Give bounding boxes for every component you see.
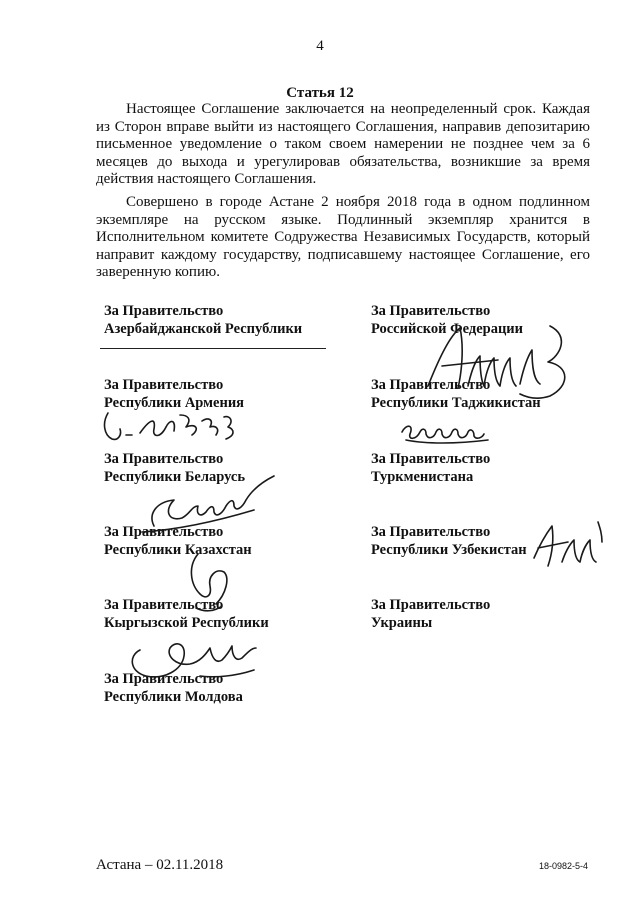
signatory-line2: Азербайджанской Республики [104, 320, 303, 337]
signatory-line2: Республики Молдова [104, 688, 243, 705]
closing-paragraph [96, 194, 590, 282]
signatory-line2: Республики Казахстан [104, 541, 252, 558]
signatory-line2: Кыргызской Республики [104, 614, 269, 631]
signature-kyrgyzstan [120, 620, 270, 690]
signatory-line2: Республики Беларусь [104, 468, 246, 485]
signatory-line2: Республики Армения [104, 394, 245, 411]
page-number: 4 [316, 38, 324, 54]
signatory-line2: Украины [371, 614, 433, 631]
signatory-line1: За Правительство [371, 377, 491, 393]
footer-doc-code: 18-0982-5-4 [539, 861, 589, 871]
signatory-line1: За Правительство [104, 303, 224, 319]
signatory-line1: За Правительство [371, 303, 491, 319]
article-paragraph [96, 101, 590, 189]
signatory-line1: За Правительство [371, 524, 491, 540]
signatory-line2: Республики Узбекистан [371, 541, 527, 558]
closing-text: Совершено в городе Астане 2 ноября 2018 года в одном подлинном экземпляре на русском языке. Подлинный экземпляр хранится в Исполнительном комитете Содружества Независимых Государств, который направит каждому государству, подписавшему настоящее Соглашение, его заверенную копию. [96, 194, 590, 281]
signatory-line1: За Правительство [371, 451, 491, 467]
signature-armenia [96, 405, 246, 447]
article-title: Статья 12 [286, 85, 354, 101]
signatory-line2: Туркменистана [371, 468, 474, 485]
signature-line [100, 348, 326, 349]
signatory-line2: Республики Таджикистан [371, 394, 541, 411]
signature-russia [420, 316, 580, 406]
signatory-line2: Российской Федерации [371, 320, 524, 337]
signatory-turkmenistan [371, 451, 490, 486]
signatory-line1: За Правительство [104, 377, 224, 393]
signature-uzbekistan [528, 514, 608, 574]
signatory-line1: За Правительство [104, 597, 224, 613]
signatory-line1: За Правительство [104, 451, 224, 467]
signatory-uzbekistan [371, 524, 527, 559]
signatory-ukraine [371, 597, 490, 632]
signature-kazakhstan [176, 548, 236, 618]
footer-place-date: Астана – 02.11.2018 [96, 857, 224, 873]
signatory-line1: За Правительство [371, 597, 491, 613]
signatory-azerbaijan [104, 303, 302, 338]
article-text: Настоящее Соглашение заключается на неопределенный срок. Каждая из Сторон вправе выйти из настоящего Соглашения, направив депозитарию письменное уведомление о таком своем намерении не позднее чем за 6 месяцев до выхода и урегулировав обязательства, возникшие за время действия настоящего Соглашения. [96, 101, 590, 188]
signatory-line1: За Правительство [104, 524, 224, 540]
signatory-line1: За Правительство [104, 671, 224, 687]
signature-tajikistan [396, 418, 496, 448]
signature-belarus [134, 470, 284, 540]
